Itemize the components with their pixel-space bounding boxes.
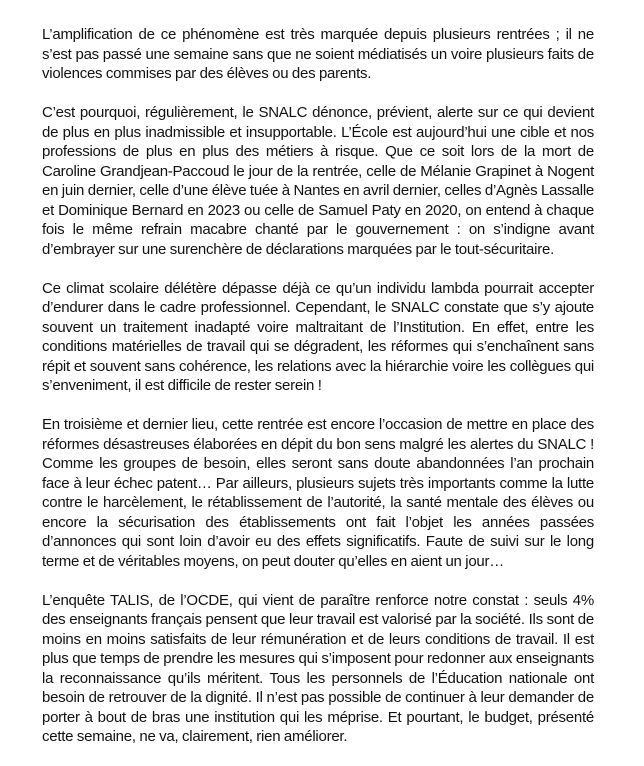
document-body [42,25,594,766]
paragraph-snalc-denonce: C’est pourquoi, régulièrement, le SNALC dénonce, prévient, alerte sur ce qui devient de plus en plus inadmissible et insupportable. L’École est aujourd’hui une cible et nos professions de plus en plus des métiers à risque. Que ce soit lors de la mort de Caroline Grandjean-Paccoud le jour de la rentrée, celle de Mélanie Grapinet à Nogent en juin dernier, celle d’une élève tuée à Nantes en avril dernier, celles d’Agnès Lassalle et Dominique Bernard en 2023 ou celle de Samuel Paty en 2020, on entend à chaque fois le même refrain macabre chanté par le gouvernement : on s’indigne avant d’embrayer sur une surenchère de déclarations marquées par le tout-sécuritaire. [42,104,594,258]
paragraph-amplification: L’amplification de ce phénomène est très marquée depuis plusieurs rentrées ; il ne s’est pas passé une semaine sans que ne soient médiatisés un voire plusieurs faits de violences commises par des élèves ou des parents. [42,26,594,82]
paragraph-enquete-talis: L’enquête TALIS, de l’OCDE, qui vient de paraître renforce notre constat : seuls 4% des enseignants français pensent que leur travail est valorisé par la société. Ils sont de moins en moins satisfaits de leur rémunération et de leurs conditions de travail. Il est plus que temps de prendre les mesures qui s’imposent pour redonner aux enseignants la reconnaissance qu’ils méritent. Tous les personnels de l’Éducation nationale ont besoin de retrouver de la dignité. Il n’est pas possible de continuer à leur demander de porter à bout de bras une institution qui les méprise. Et pourtant, le budget, présenté cette semaine, ne va, clairement, rien améliorer. [42,591,594,745]
paragraph-climat-scolaire: Ce climat scolaire délétère dépasse déjà ce qu’un individu lambda pourrait accepter d’endurer dans le cadre professionnel. Cependant, le SNALC constate que s’y ajoute souvent un traitement inadapté voire maltraitant de l’Institution. En effet, entre les conditions matérielles de travail qui se dégradent, les réformes qui s’enchaînent sans répit et souvent sans cohérence, les relations avec la hiérarchie voire les collègues qui s’enveniment, il est difficile de rester serein ! [42,279,594,394]
paragraph-reformes: En troisième et dernier lieu, cette rentrée est encore l’occasion de mettre en place des réformes désastreuses élaborées en dépit du bon sens malgré les alertes du SNALC ! Comme les groupes de besoin, elles seront sans doute abandonnées l’an prochain face à leur échec patent… Par ailleurs, plusieurs sujets très importants comme la lutte contre le harcèlement, le rétablissement de l’autorité, la santé mentale des élèves ou encore la sécurisation des établissements ont fait l’objet les années passées d’annonces qui sont loin d’avoir eu des effets significatifs. Faute de suivi sur le long terme et de véritables moyens, on peut douter qu’elles en aient un jour… [42,416,594,570]
